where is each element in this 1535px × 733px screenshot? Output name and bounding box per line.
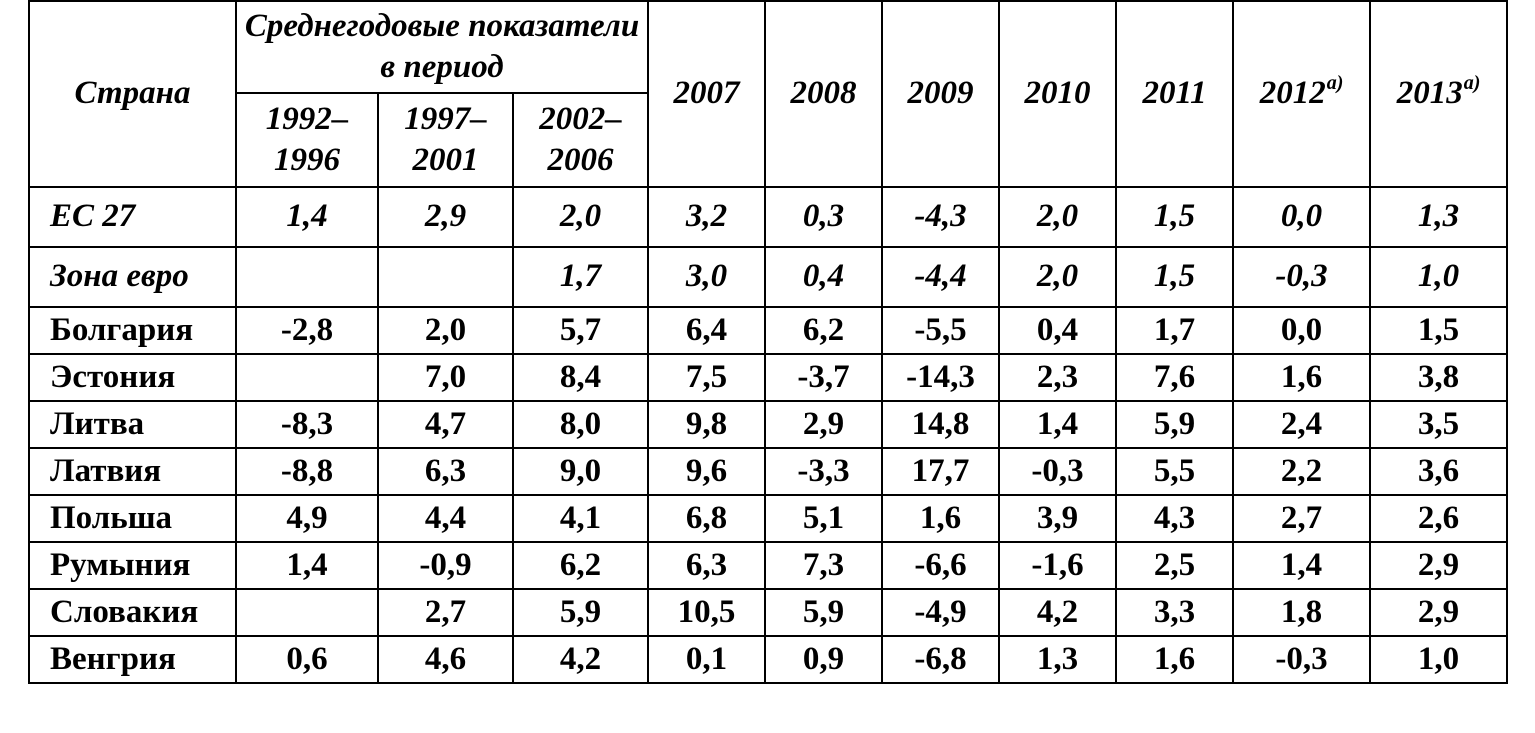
value-cell: 1,0: [1370, 247, 1507, 307]
value-cell: 2,0: [999, 187, 1116, 247]
value-cell: -4,9: [882, 589, 999, 636]
value-cell: 5,5: [1116, 448, 1233, 495]
value-cell: 4,7: [378, 401, 513, 448]
table-row: [29, 187, 1507, 247]
table-row: [29, 247, 1507, 307]
value-cell: -3,3: [765, 448, 882, 495]
header-year-label: 2008: [790, 75, 857, 112]
value-cell: 8,0: [513, 401, 648, 448]
header-average-group: Среднегодовые показатели в период: [236, 1, 648, 93]
value-cell: 2,9: [378, 187, 513, 247]
value-cell: 5,9: [1116, 401, 1233, 448]
country-cell: Польша: [29, 495, 236, 542]
value-cell: 1,7: [1116, 307, 1233, 354]
header-period: 1992–1996: [236, 93, 378, 187]
country-cell: Румыния: [29, 542, 236, 589]
country-cell: Литва: [29, 401, 236, 448]
value-cell: -0,3: [1233, 247, 1370, 307]
table-row: [29, 542, 1507, 589]
value-cell: 1,3: [999, 636, 1116, 683]
value-cell: 2,6: [1370, 495, 1507, 542]
value-cell: 6,8: [648, 495, 765, 542]
country-cell: ЕС 27: [29, 187, 236, 247]
value-cell: 0,1: [648, 636, 765, 683]
value-cell: 4,2: [513, 636, 648, 683]
value-cell: 4,2: [999, 589, 1116, 636]
value-cell: 9,0: [513, 448, 648, 495]
value-cell: 1,0: [1370, 636, 1507, 683]
value-cell: -0,3: [1233, 636, 1370, 683]
value-cell: 1,8: [1233, 589, 1370, 636]
table-row: [29, 636, 1507, 683]
value-cell: [236, 354, 378, 401]
value-cell: -8,3: [236, 401, 378, 448]
value-cell: 6,4: [648, 307, 765, 354]
value-cell: 1,6: [1233, 354, 1370, 401]
value-cell: 2,4: [1233, 401, 1370, 448]
value-cell: 1,5: [1370, 307, 1507, 354]
value-cell: 2,2: [1233, 448, 1370, 495]
header-year-label: 2013: [1396, 75, 1463, 112]
value-cell: 3,8: [1370, 354, 1507, 401]
value-cell: 6,3: [378, 448, 513, 495]
table-body: [29, 187, 1507, 683]
value-cell: -5,5: [882, 307, 999, 354]
header-year-label: 2009: [907, 75, 974, 112]
value-cell: -0,3: [999, 448, 1116, 495]
country-cell: Эстония: [29, 354, 236, 401]
value-cell: 1,5: [1116, 187, 1233, 247]
value-cell: 9,6: [648, 448, 765, 495]
value-cell: 1,3: [1370, 187, 1507, 247]
table-row: [29, 354, 1507, 401]
table-row: [29, 448, 1507, 495]
value-cell: -4,3: [882, 187, 999, 247]
value-cell: 2,9: [1370, 589, 1507, 636]
value-cell: 6,2: [513, 542, 648, 589]
header-year-label: 2007: [673, 75, 740, 112]
value-cell: -0,9: [378, 542, 513, 589]
header-period: 1997–2001: [378, 93, 513, 187]
header-year-label: 2011: [1142, 75, 1207, 112]
header-year: [999, 1, 1116, 187]
value-cell: 2,9: [765, 401, 882, 448]
value-cell: 2,3: [999, 354, 1116, 401]
value-cell: -4,4: [882, 247, 999, 307]
value-cell: 4,4: [378, 495, 513, 542]
header-period: 2002–2006: [513, 93, 648, 187]
value-cell: 1,6: [882, 495, 999, 542]
value-cell: 2,9: [1370, 542, 1507, 589]
value-cell: [236, 247, 378, 307]
value-cell: 3,3: [1116, 589, 1233, 636]
value-cell: 1,7: [513, 247, 648, 307]
country-cell: Болгария: [29, 307, 236, 354]
table-row: [29, 495, 1507, 542]
value-cell: 0,4: [999, 307, 1116, 354]
header-year-footnote: а): [1463, 72, 1481, 95]
header-year-label: 2012: [1259, 75, 1326, 112]
value-cell: 17,7: [882, 448, 999, 495]
value-cell: 1,4: [999, 401, 1116, 448]
header-year: [1116, 1, 1233, 187]
value-cell: 4,6: [378, 636, 513, 683]
value-cell: 3,9: [999, 495, 1116, 542]
value-cell: 0,0: [1233, 307, 1370, 354]
value-cell: 2,7: [378, 589, 513, 636]
value-cell: 0,9: [765, 636, 882, 683]
value-cell: [236, 589, 378, 636]
gdp-growth-table: [28, 0, 1508, 684]
value-cell: -8,8: [236, 448, 378, 495]
value-cell: 5,9: [513, 589, 648, 636]
value-cell: 2,0: [378, 307, 513, 354]
header-year: [1233, 1, 1370, 187]
value-cell: 4,1: [513, 495, 648, 542]
table-row: [29, 307, 1507, 354]
value-cell: -14,3: [882, 354, 999, 401]
value-cell: 1,4: [236, 542, 378, 589]
value-cell: 1,4: [1233, 542, 1370, 589]
value-cell: 7,3: [765, 542, 882, 589]
value-cell: 2,0: [999, 247, 1116, 307]
country-cell: Латвия: [29, 448, 236, 495]
value-cell: 5,9: [765, 589, 882, 636]
header-year-footnote: а): [1326, 72, 1344, 95]
value-cell: 1,4: [236, 187, 378, 247]
value-cell: 2,5: [1116, 542, 1233, 589]
value-cell: 14,8: [882, 401, 999, 448]
value-cell: 0,6: [236, 636, 378, 683]
value-cell: -3,7: [765, 354, 882, 401]
header-year: [765, 1, 882, 187]
value-cell: 9,8: [648, 401, 765, 448]
header-year: [882, 1, 999, 187]
value-cell: [378, 247, 513, 307]
value-cell: 10,5: [648, 589, 765, 636]
value-cell: 3,2: [648, 187, 765, 247]
value-cell: 5,7: [513, 307, 648, 354]
value-cell: 4,9: [236, 495, 378, 542]
value-cell: 7,5: [648, 354, 765, 401]
value-cell: 2,0: [513, 187, 648, 247]
value-cell: -2,8: [236, 307, 378, 354]
table-row: [29, 589, 1507, 636]
value-cell: 3,6: [1370, 448, 1507, 495]
value-cell: 0,3: [765, 187, 882, 247]
header-year-label: 2010: [1024, 75, 1091, 112]
value-cell: 7,0: [378, 354, 513, 401]
country-cell: Словакия: [29, 589, 236, 636]
table-header: [29, 1, 1507, 187]
header-country: Страна: [29, 1, 236, 187]
country-cell: Зона евро: [29, 247, 236, 307]
table-row: [29, 401, 1507, 448]
value-cell: 2,7: [1233, 495, 1370, 542]
header-year: [648, 1, 765, 187]
value-cell: 0,4: [765, 247, 882, 307]
value-cell: 5,1: [765, 495, 882, 542]
value-cell: 6,2: [765, 307, 882, 354]
value-cell: 0,0: [1233, 187, 1370, 247]
value-cell: 3,0: [648, 247, 765, 307]
value-cell: -6,8: [882, 636, 999, 683]
value-cell: 8,4: [513, 354, 648, 401]
value-cell: 1,5: [1116, 247, 1233, 307]
value-cell: -1,6: [999, 542, 1116, 589]
value-cell: -6,6: [882, 542, 999, 589]
country-cell: Венгрия: [29, 636, 236, 683]
value-cell: 1,6: [1116, 636, 1233, 683]
value-cell: 3,5: [1370, 401, 1507, 448]
value-cell: 7,6: [1116, 354, 1233, 401]
value-cell: 6,3: [648, 542, 765, 589]
header-year: [1370, 1, 1507, 187]
value-cell: 4,3: [1116, 495, 1233, 542]
